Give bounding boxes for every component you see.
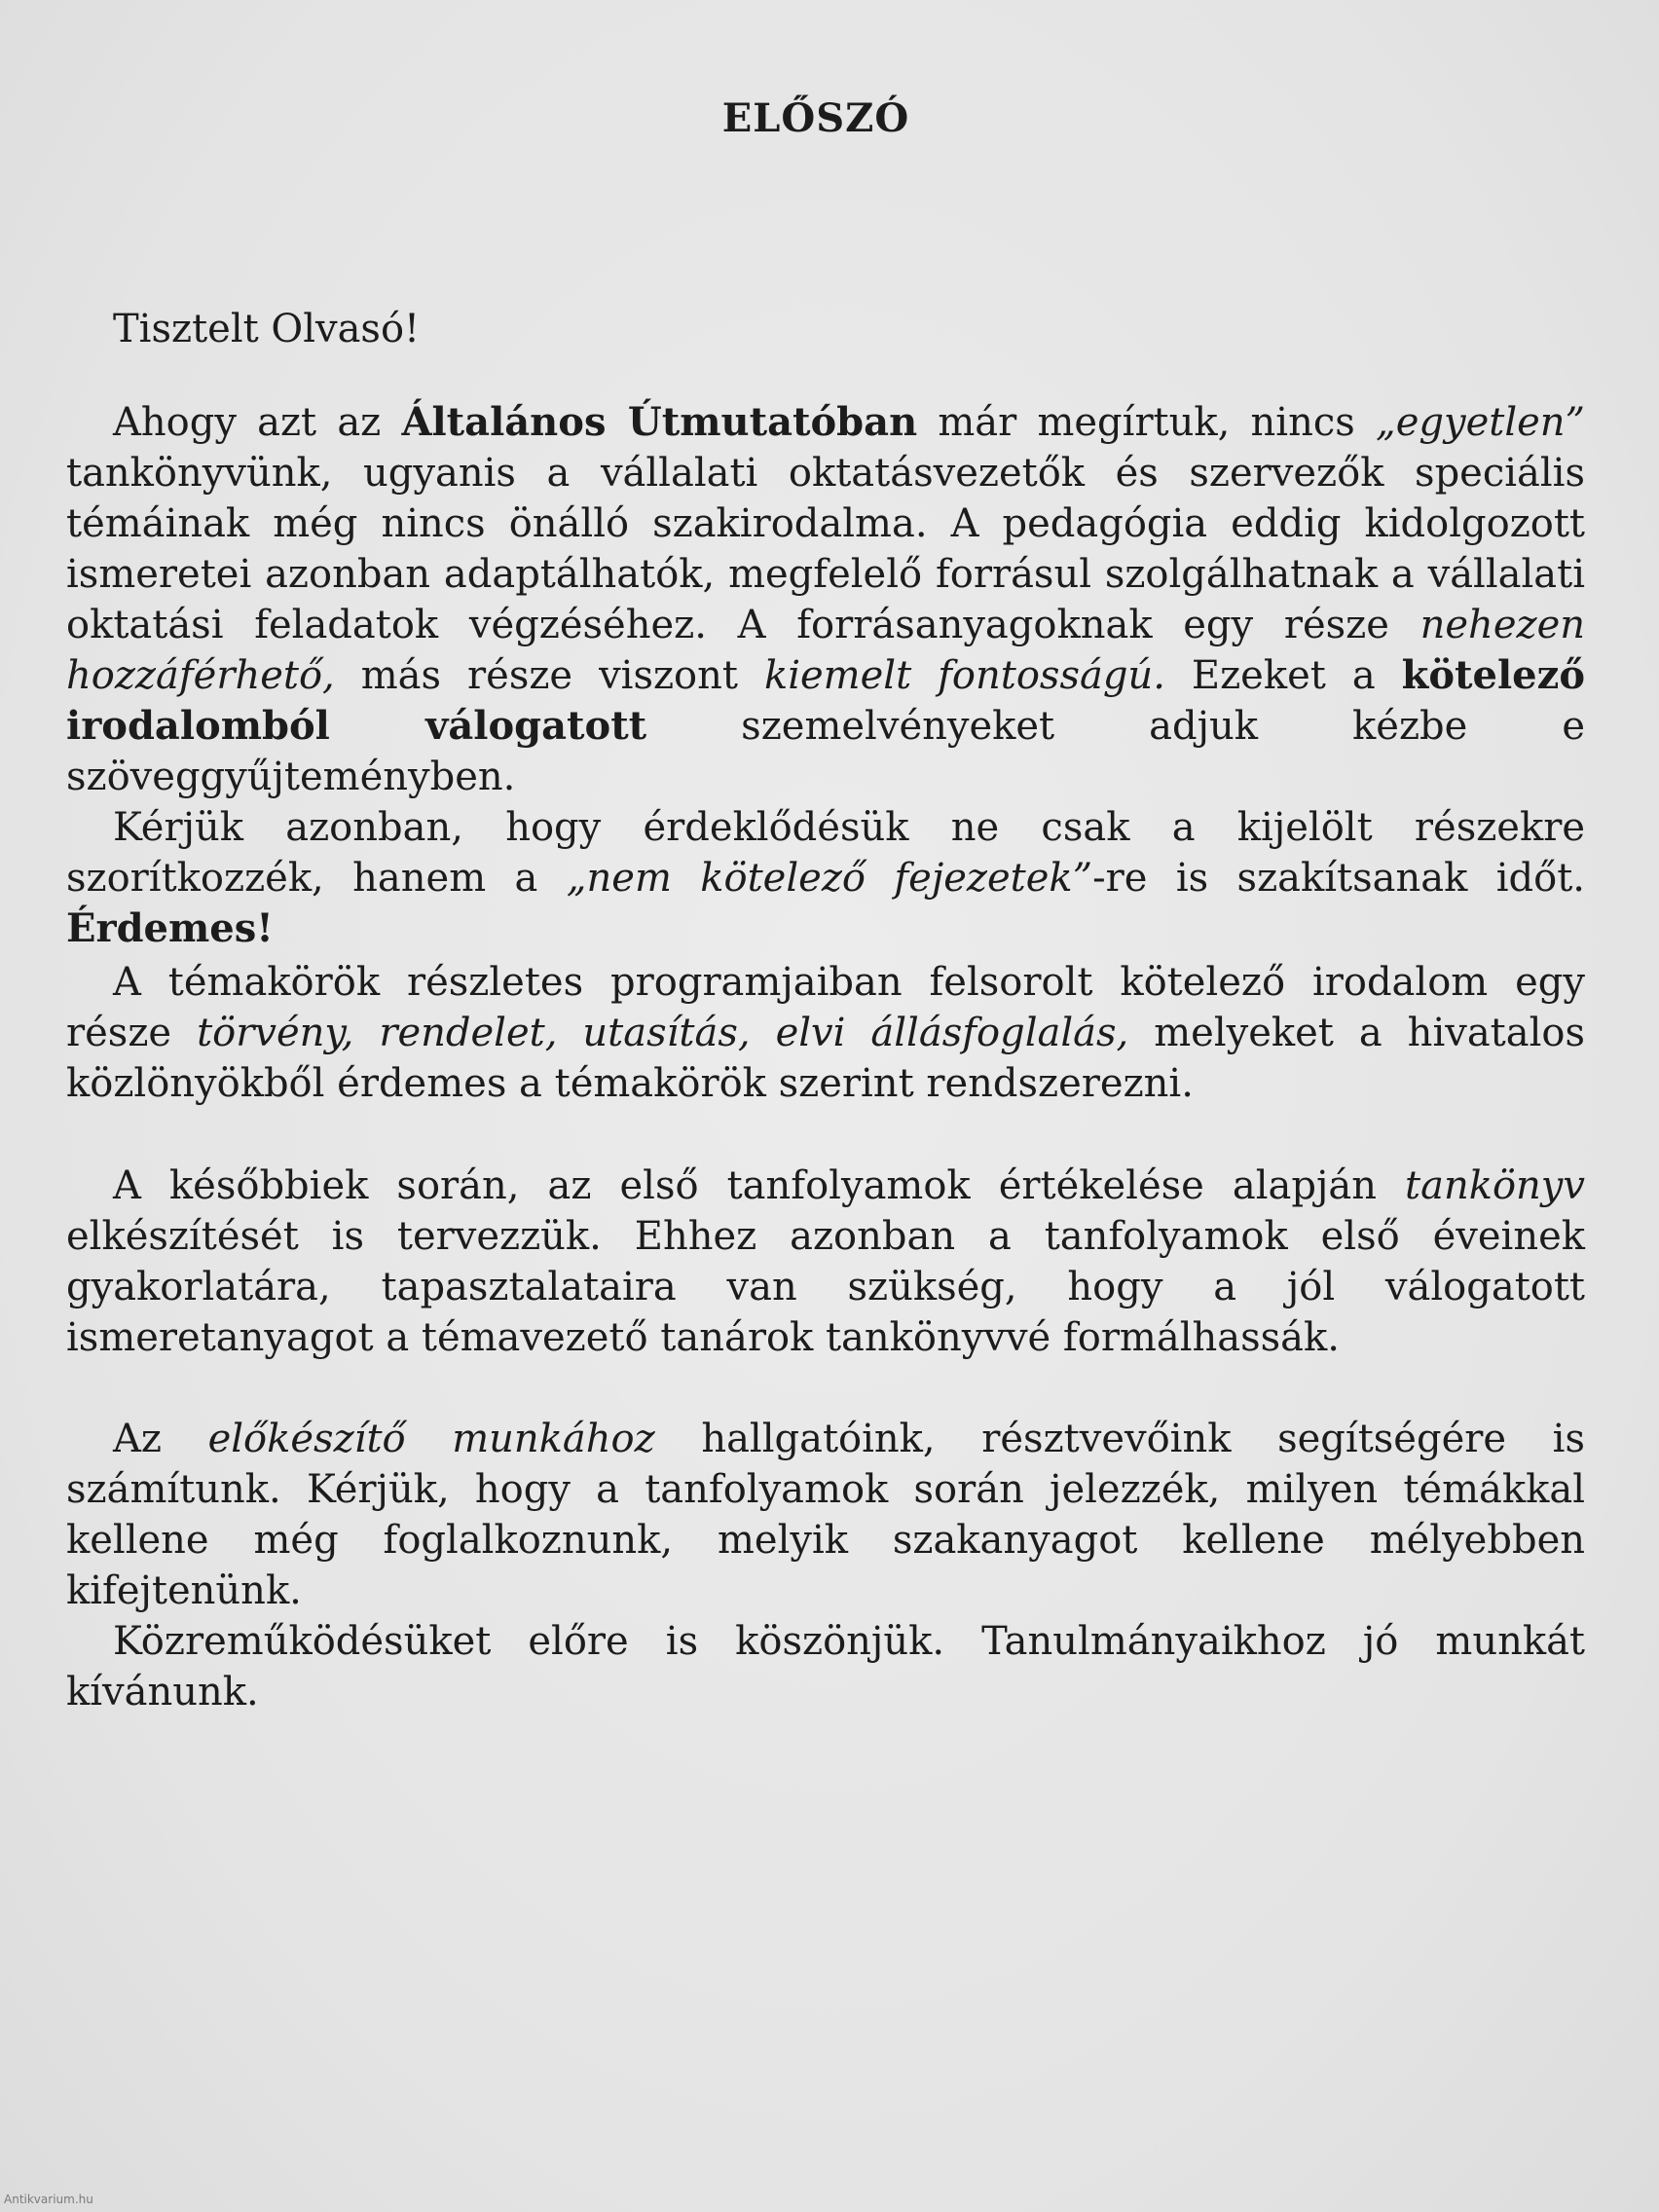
paragraph-3 <box>66 957 1585 1109</box>
p5-text-2: hallgatóink, résztvevőink segítségére is számítunk. Kérjük, hogy a tanfolyamok során jelezzék, milyen témákkal kellene még foglalkoznunk, melyik szakanyagot kellene mélyebben kifejtenünk. <box>66 1417 1585 1613</box>
p1-text-5: Ezeket a <box>1164 653 1402 698</box>
p1-bold-1: Általános Útmutatóban <box>401 399 918 445</box>
p1-text-3: tankönyvünk, ugyanis a vállalati oktatásvezetők és szervezők speciális témáinak még nincs önálló szakirodalma. A pedagógia eddig kidolgozott ismeretei azonban adaptálhatók, megfelelő forrásul szolgálhatnak a vállalati oktatási feladatok végzéséhez. A forrásanyagoknak egy része <box>66 451 1585 647</box>
p1-italic-2: nehezen hozzáférhető, <box>66 603 1585 698</box>
p1-bold-2: kötelező irodalomból válogatott <box>66 652 1586 749</box>
paragraph-2 <box>66 802 1585 954</box>
p2-italic-1: „nem kötelező fejezetek” <box>566 856 1093 901</box>
paragraph-4 <box>66 1161 1585 1363</box>
p1-text-1: Ahogy azt az <box>113 400 402 445</box>
greeting-text: Tisztelt Olvasó! <box>113 307 421 351</box>
p3-italic-1: törvény, rendelet, utasítás, elvi állásfoglalás, <box>197 1011 1129 1055</box>
p5-text-1: Az <box>113 1417 208 1461</box>
p1-italic-1: „egyetlen” <box>1375 400 1586 445</box>
p5-italic-1: előkészítő munkához <box>207 1417 655 1461</box>
p1-text-6: szemelvényeket adjuk kézbe e szöveggyűjteményben. <box>66 704 1585 799</box>
p1-text-2: már megírtuk, nincs <box>917 400 1376 445</box>
paragraph-1 <box>66 397 1585 802</box>
p4-text-2: elkészítését is tervezzük. Ehhez azonban a tanfolyamok első éveinek gyakorlatára, tapasztalataira van szükség, hogy a jól válogatott ismeretanyagot a témavezető tanárok tankönyvvé formálhassák. <box>66 1214 1585 1360</box>
greeting <box>66 304 1585 354</box>
p1-italic-3: kiemelt fontosságú. <box>763 653 1165 698</box>
paragraph-5 <box>66 1414 1585 1616</box>
p6-text-1: Közreműködésüket előre is köszönjük. Tanulmányaikhoz jó munkát kívánunk. <box>66 1619 1585 1714</box>
p4-text-1: A későbbiek során, az első tanfolyamok értékelése alapján <box>113 1163 1406 1208</box>
p2-text-1: Kérjük azonban, hogy érdeklődésük ne csak a kijelölt részekre szorítkozzék, hanem a <box>66 805 1585 901</box>
p4-italic-1: tankönyv <box>1405 1163 1585 1208</box>
p3-text-2: melyeket a hivatalos közlönyökből érdemes a témakörök szerint rendszerezni. <box>66 1011 1586 1106</box>
watermark: Antikvarium.hu <box>4 2193 93 2206</box>
p3-text-1: A témakörök részletes programjaiban felsorolt kötelező irodalom egy része <box>66 960 1585 1055</box>
p2-bold-1: Érdemes! <box>66 905 274 951</box>
paragraph-6 <box>66 1616 1585 1717</box>
p1-text-4: más része viszont <box>334 653 764 698</box>
page-title: ELŐSZÓ <box>721 95 910 141</box>
p2-text-2: -re is szakítsanak időt. <box>1092 856 1585 901</box>
